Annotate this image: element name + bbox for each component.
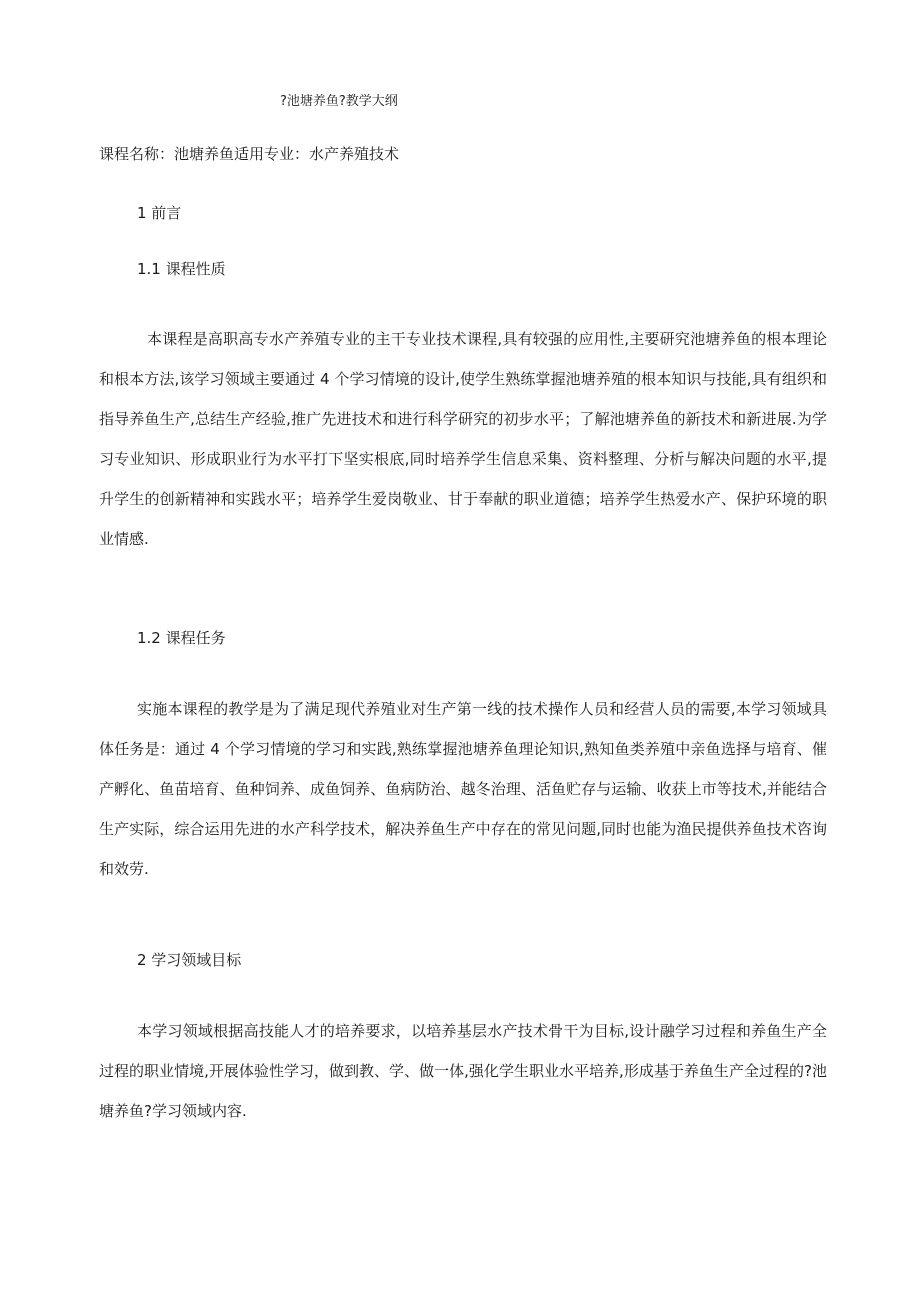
course-meta-line: 课程名称：池塘养鱼适用专业：水产养殖技术 <box>99 145 400 163</box>
paragraph-course-nature: 本课程是高职高专水产养殖专业的主干专业技术课程,具有较强的应用性,主要研究池塘养鱼的根本理论和根本方法,该学习领域主要通过 4 个学习情境的设计,使学生熟练掌握池塘养殖的根本知识与技能,具有组织和指导养鱼生产,总结生产经验,推广先进技术和进行科学研究的初步水平；了解池塘养鱼的新技术和新进展.为学习专业知识、形成职业行为水平打下坚实根底,同时培养学生信息采集、资料整理、分析与解决问题的水平,提升学生的创新精神和实践水平；培养学生爱岗敬业、甘于奉献的职业道德；培养学生热爱水产、保护环境的职业情感. <box>99 330 827 548</box>
document-title: ?池塘养鱼?教学大纲 <box>280 94 398 109</box>
section-heading-preface: 1 前言 <box>137 204 182 222</box>
section-heading-learning-goals: 2 学习领域目标 <box>137 951 242 969</box>
paragraph-learning-goals: 本学习领域根据高技能人才的培养要求，以培养基层水产技术骨干为目标,设计融学习过程和养鱼生产全过程的职业情境,开展体验性学习，做到教、学、做一体,强化学生职业水平培养,形成基于养鱼生产全过程的?池塘养鱼?学习领域内容. <box>99 1022 827 1120</box>
section-heading-course-task: 1.2 课程任务 <box>137 629 226 647</box>
paragraph-course-task: 实施本课程的教学是为了满足现代养殖业对生产第一线的技术操作人员和经营人员的需要,本学习领域具体任务是：通过 4 个学习情境的学习和实践,熟练掌握池塘养鱼理论知识,熟知鱼类养殖中亲鱼选择与培育、催产孵化、鱼苗培育、鱼种饲养、成鱼饲养、鱼病防治、越冬治理、活鱼贮存与运输、收获上市等技术,并能结合生产实际，综合运用先进的水产科学技术，解决养鱼生产中存在的常见问题,同时也能为渔民提供养鱼技术咨询和效劳. <box>99 700 827 878</box>
section-heading-course-nature: 1.1 课程性质 <box>137 260 226 278</box>
